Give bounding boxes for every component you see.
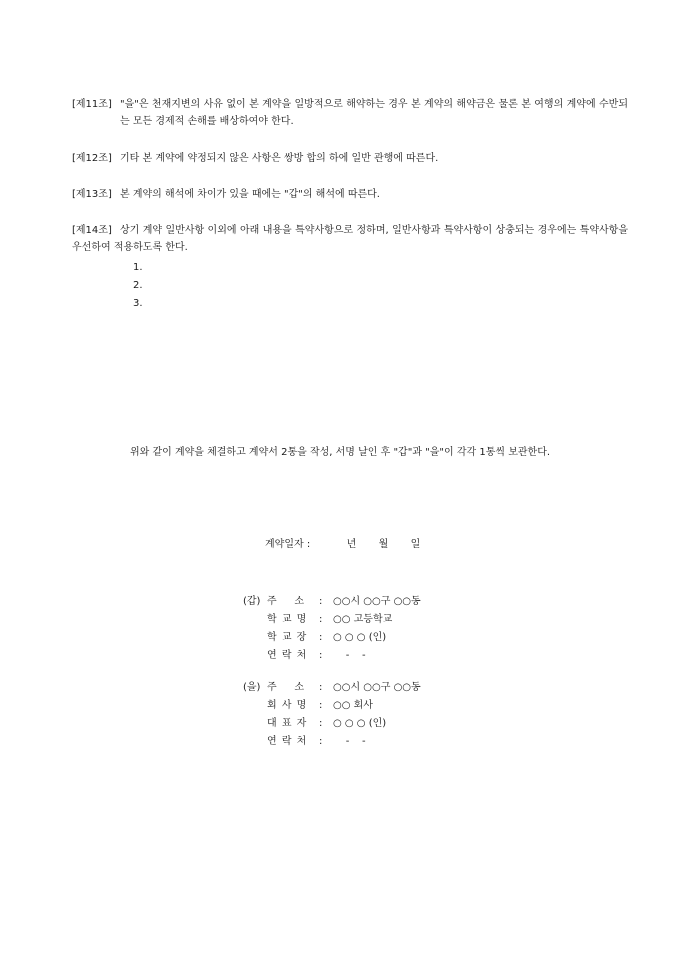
list-item: 3.: [133, 298, 143, 309]
contract-date-day: 일: [410, 539, 421, 550]
party-row: [243, 611, 421, 629]
article-11: [72, 96, 628, 130]
list-item: 2.: [133, 280, 143, 291]
field-value: ○○ 회사: [333, 700, 373, 711]
field-label: 학 교 장: [267, 632, 308, 643]
field-value: ○○시 ○○구 ○○동: [333, 682, 421, 693]
party-row: [243, 733, 421, 751]
field-label: 주 소: [267, 682, 306, 693]
article-text: 상기 계약 일반사항 이외에 아래 내용을 특약사항으로 정하며, 일반사항과 특약사항이 상충되는 경우에는 특약사항을 우선하여 적용하도록 한다.: [72, 225, 628, 253]
colon: :: [319, 682, 323, 693]
field-label: 회 사 명: [267, 700, 308, 711]
colon: :: [319, 632, 323, 643]
field-label: 연 락 처: [267, 736, 308, 747]
article-text: "을"은 천재지변의 사유 없이 본 계약을 일방적으로 해약하는 경우 본 계약의 해약금은 물론 본 여행의 계약에 수반되는 모든 경제적 손해를 배상하여야 한다.: [120, 99, 628, 127]
field-label: 주 소: [267, 596, 306, 607]
party-row: [243, 629, 421, 647]
party-row: [243, 679, 421, 697]
party-row: [243, 715, 421, 733]
article-label: [제13조]: [72, 189, 112, 200]
article-13: [72, 186, 628, 203]
contract-date-year: 년: [346, 539, 357, 550]
article-label: [제11조]: [72, 99, 112, 110]
colon: :: [319, 736, 323, 747]
article-label: [제14조]: [72, 225, 112, 236]
contract-date-month: 월: [378, 539, 389, 550]
party-tag: (갑): [243, 596, 261, 607]
article-text: 본 계약의 해석에 차이가 있을 때에는 "갑"의 해석에 따른다.: [120, 189, 380, 200]
field-label: 연 락 처: [267, 650, 308, 661]
field-label: 학 교 명: [267, 614, 308, 625]
party-row: [243, 697, 421, 715]
colon: :: [319, 614, 323, 625]
party-row: [243, 647, 421, 665]
contract-date: [265, 535, 420, 550]
party-b-block: [243, 679, 421, 751]
colon: :: [319, 596, 323, 607]
colon: :: [319, 718, 323, 729]
field-value: ○ ○ ○ (인): [333, 632, 387, 643]
special-items-list: [133, 259, 143, 313]
field-value: ○ ○ ○ (인): [333, 718, 387, 729]
article-12: [72, 150, 628, 167]
article-label: [제12조]: [72, 153, 112, 164]
closing-statement: 위와 같이 계약을 체결하고 계약서 2통을 작성, 서명 날인 후 "갑"과 "을"이 각각 1통씩 보관한다.: [129, 447, 551, 458]
party-tag: (을): [243, 682, 261, 693]
article-14: [72, 222, 628, 256]
colon: :: [319, 650, 323, 661]
field-value: ○○ 고등학교: [333, 614, 393, 625]
article-text: 기타 본 계약에 약정되지 않은 사항은 쌍방 합의 하에 일반 관행에 따른다.: [120, 153, 439, 164]
field-value: ○○시 ○○구 ○○동: [333, 596, 421, 607]
field-value: - -: [333, 650, 366, 661]
party-a-block: [243, 593, 421, 665]
contract-date-label: 계약일자 :: [265, 539, 311, 550]
list-item: 1.: [133, 262, 143, 273]
colon: :: [319, 700, 323, 711]
field-value: - -: [333, 736, 366, 747]
party-row: [243, 593, 421, 611]
field-label: 대 표 자: [267, 718, 308, 729]
